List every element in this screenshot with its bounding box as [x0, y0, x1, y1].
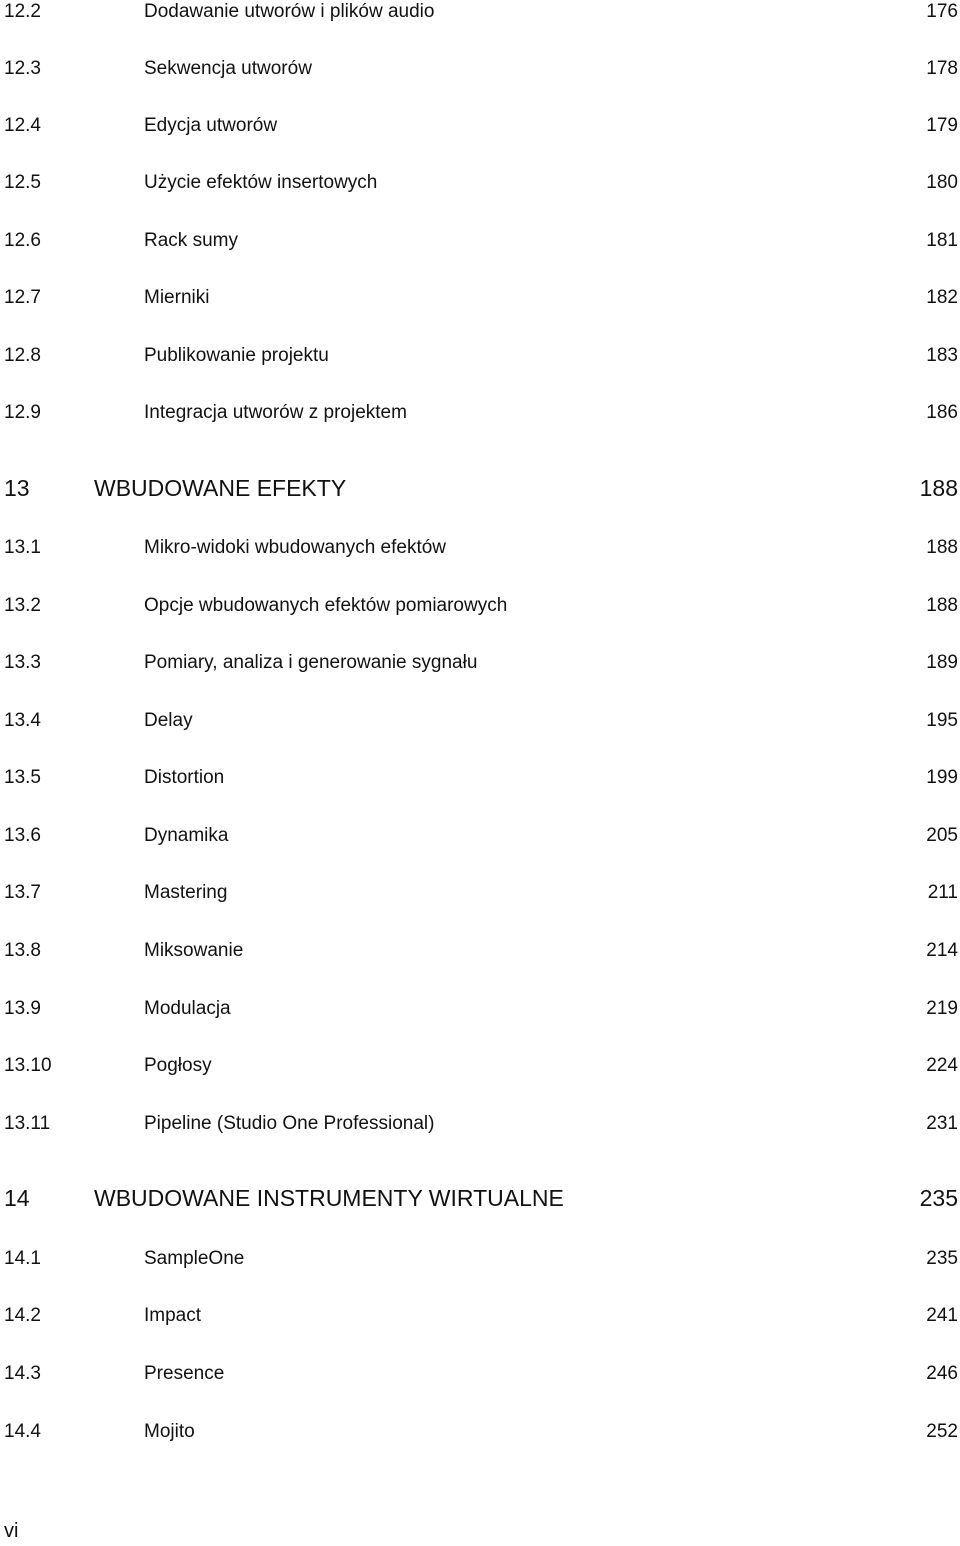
- toc-entry-page: 211: [927, 882, 958, 903]
- toc-entry[interactable]: [0, 936, 960, 966]
- toc-entry-number: 13.11: [4, 1113, 51, 1134]
- toc-entry[interactable]: [0, 0, 960, 27]
- toc-entry-page: 183: [926, 345, 958, 366]
- toc-entry-title: Edycja utworów: [144, 115, 278, 136]
- toc-entry-title: Distortion: [144, 767, 225, 788]
- toc-entry-number: 13.3: [4, 652, 41, 673]
- toc-entry[interactable]: [0, 821, 960, 851]
- toc-entry-page: 199: [926, 767, 958, 788]
- toc-entry-page: 189: [926, 652, 958, 673]
- toc-entry-title: Dynamika: [144, 825, 229, 846]
- toc-entry-title: Presence: [144, 1363, 225, 1384]
- page-number: vi: [4, 1520, 19, 1542]
- toc-entry-title: Mierniki: [144, 287, 210, 308]
- toc-entry-number: 13.10: [4, 1055, 52, 1076]
- toc-entry-page: 224: [926, 1055, 958, 1076]
- toc-entry[interactable]: [0, 994, 960, 1024]
- toc-entry-title: Impact: [144, 1305, 202, 1326]
- toc-entry[interactable]: [0, 648, 960, 678]
- toc-chapter-heading[interactable]: [0, 1183, 960, 1213]
- toc-chapter-page: 235: [919, 1185, 958, 1211]
- toc-entry-page: 205: [926, 825, 958, 846]
- toc-entry-page: 188: [926, 595, 958, 616]
- toc-chapter-title: WBUDOWANE INSTRUMENTY WIRTUALNE: [94, 1185, 564, 1211]
- toc-entry-page: 188: [926, 537, 958, 558]
- toc-entry-title: Rack sumy: [144, 230, 238, 251]
- toc-entry-title: Mastering: [144, 882, 228, 903]
- toc-entry-page: 252: [926, 1421, 958, 1442]
- toc-chapter-heading[interactable]: [0, 473, 960, 503]
- toc-entry[interactable]: [0, 283, 960, 313]
- toc-entry-number: 13.1: [4, 537, 41, 558]
- toc-chapter-title: WBUDOWANE EFEKTY: [94, 475, 347, 501]
- toc-entry-number: 13.5: [4, 767, 41, 788]
- toc-entry[interactable]: [0, 1244, 960, 1274]
- toc-entry-page: 231: [926, 1113, 958, 1134]
- toc-entry[interactable]: [0, 398, 960, 428]
- toc-entry[interactable]: [0, 168, 960, 198]
- toc-entry-title: Delay: [144, 710, 193, 731]
- toc-entry-number: 13.2: [4, 595, 41, 616]
- toc-entry-title: Użycie efektów insertowych: [144, 172, 378, 193]
- toc-entry-title: Integracja utworów z projektem: [144, 402, 407, 423]
- toc-entry-page: 186: [926, 402, 958, 423]
- toc-entry[interactable]: [0, 1359, 960, 1389]
- toc-entry-page: 235: [926, 1248, 958, 1269]
- toc-entry-page: 180: [926, 172, 958, 193]
- toc-entry[interactable]: [0, 763, 960, 793]
- toc-entry[interactable]: [0, 1051, 960, 1081]
- toc-entry-title: Dodawanie utworów i plików audio: [144, 1, 435, 22]
- toc-entry-title: Pomiary, analiza i generowanie sygnału: [144, 652, 478, 673]
- toc-entry-number: 13.8: [4, 940, 41, 961]
- toc-entry-page: 179: [926, 115, 958, 136]
- toc-chapter-page: 188: [919, 475, 958, 501]
- toc-entry[interactable]: [0, 1109, 960, 1139]
- toc-entry-number: 13.9: [4, 998, 41, 1019]
- toc-entry-page: 214: [926, 940, 958, 961]
- toc-entry-page: 195: [926, 710, 958, 731]
- toc-entry-number: 12.6: [4, 230, 41, 251]
- toc-entry[interactable]: [0, 1417, 960, 1447]
- toc-entry[interactable]: [0, 878, 960, 908]
- toc-entry-number: 14.1: [4, 1248, 41, 1269]
- toc-entry-page: 241: [926, 1305, 958, 1326]
- toc-entry-number: 14.3: [4, 1363, 41, 1384]
- toc-entry[interactable]: [0, 111, 960, 141]
- toc-entry-title: Publikowanie projektu: [144, 345, 329, 366]
- toc-entry[interactable]: [0, 533, 960, 563]
- toc-entry-number: 12.3: [4, 58, 41, 79]
- toc-entry-number: 12.4: [4, 115, 41, 136]
- toc-entry[interactable]: [0, 706, 960, 736]
- toc-entry-number: 12.5: [4, 172, 41, 193]
- toc-entry-title: SampleOne: [144, 1248, 245, 1269]
- toc-entry-number: 13.7: [4, 882, 41, 903]
- toc-entry-title: Mikro-widoki wbudowanych efektów: [144, 537, 447, 558]
- toc-chapter-number: 13: [4, 475, 30, 501]
- toc-chapter-number: 14: [4, 1185, 30, 1211]
- toc-entry[interactable]: [0, 226, 960, 256]
- toc-entry-page: 181: [926, 230, 958, 251]
- toc-entry[interactable]: [0, 341, 960, 371]
- toc-entry-page: 176: [926, 1, 958, 22]
- toc-entry-title: Modulacja: [144, 998, 231, 1019]
- toc-entry-page: 178: [926, 58, 958, 79]
- toc-entry-title: Mojito: [144, 1421, 195, 1442]
- toc-entry-title: Opcje wbudowanych efektów pomiarowych: [144, 595, 508, 616]
- toc-entry-number: 12.7: [4, 287, 41, 308]
- toc-entry-number: 13.4: [4, 710, 41, 731]
- toc-entry-title: Miksowanie: [144, 940, 244, 961]
- toc-entry-page: 219: [926, 998, 958, 1019]
- toc-entry-number: 13.6: [4, 825, 41, 846]
- toc-entry-number: 12.9: [4, 402, 41, 423]
- toc-entry-page: 246: [926, 1363, 958, 1384]
- toc-entry-number: 14.2: [4, 1305, 41, 1326]
- toc-entry-number: 12.8: [4, 345, 41, 366]
- toc-entry-number: 12.2: [4, 1, 41, 22]
- toc-entry-title: Sekwencja utworów: [144, 58, 312, 79]
- toc-entry[interactable]: [0, 591, 960, 621]
- toc-entry-title: Pipeline (Studio One Professional): [144, 1113, 435, 1134]
- toc-entry[interactable]: [0, 1301, 960, 1331]
- toc-entry-page: 182: [926, 287, 958, 308]
- toc-entry-number: 14.4: [4, 1421, 41, 1442]
- toc-entry[interactable]: [0, 54, 960, 84]
- toc-entry-title: Pogłosy: [144, 1055, 212, 1076]
